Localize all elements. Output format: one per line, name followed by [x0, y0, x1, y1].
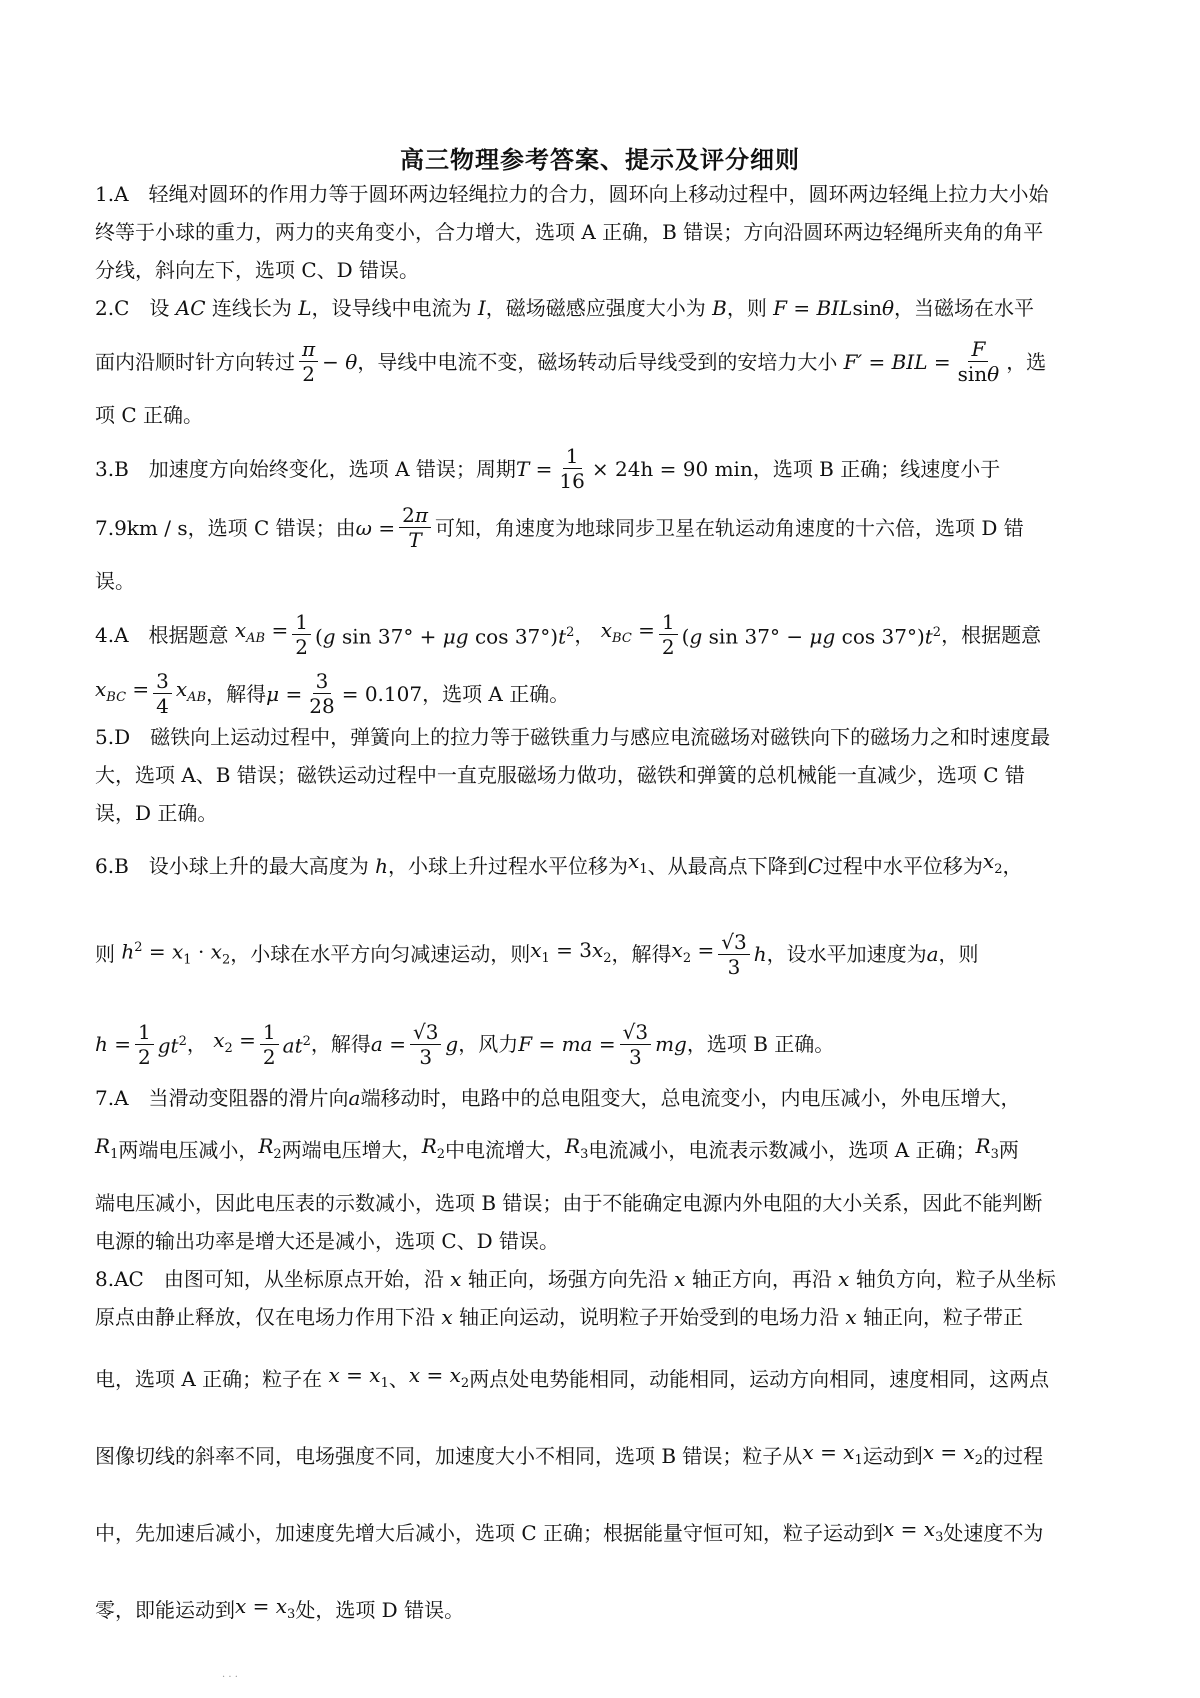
fraction: $\frac{1}{2}$	[260, 1020, 279, 1069]
fraction: $\frac{2\pi}{T}$	[399, 503, 431, 552]
fraction: $\frac{√3}{3}$	[410, 1020, 441, 1069]
answer-7	[95, 1079, 1110, 1260]
formula: $gt^2$	[157, 1033, 187, 1058]
formula: (g sin 37° − μg $\cos 37^\circ)t^2$	[681, 624, 942, 649]
answer-5	[95, 718, 1110, 832]
formula: $x_{BC}$ =	[95, 677, 150, 705]
answer-6-line-1: 6.B 设小球上升的最大高度为 h ，小球上升过程水平位移为 $x_1$ 、从最高点下降到 C 过程中水平位移为 $x_2$ ，	[95, 842, 1110, 889]
formula: B	[705, 296, 727, 320]
formula: $R_1$	[95, 1133, 119, 1162]
fraction: $\frac{1}{2}$	[659, 610, 678, 659]
formula: $x = x_1$	[802, 1439, 863, 1468]
answer-3-line-1: 3.B 加速度方向始终变化，选项 A 错误；周期 T = $\frac{1}{16}$ × 24h = 90 min ，选项 B 正确；线速度小于	[95, 444, 1001, 493]
answer-8-line-2: 原点由静止释放，仅在电场力作用下沿 x 轴正向运动，说明粒子开始受到的电场力沿 x 轴正向，粒子带正	[95, 1298, 1110, 1336]
answer-2-line-3: 项 C 正确。	[95, 403, 204, 427]
fraction: $\frac{1}{2}$	[292, 610, 311, 659]
answer-8-line-1: 8.AC 由图可知，从坐标原点开始，沿 x 轴正向，场强方向先沿 x 轴正方向，再沿 x 轴负方向，粒子从坐标	[95, 1260, 1110, 1298]
formula: I	[471, 296, 486, 320]
answer-7-line-4: 电源的输出功率是增大还是减小，选项 C、D 错误。	[95, 1228, 560, 1253]
answer-3	[95, 444, 1110, 600]
formula: h	[368, 853, 389, 878]
formula: x	[839, 1304, 863, 1329]
formula: g	[445, 1032, 459, 1057]
answer-4-line-1: 4.A 根据题意 $x_{AB}$ = $\frac{1}{2}$ (g sin 37° + μg $\cos 37^\circ)t^2$ ， $x_{BC}$ = $\frac{1}{2}$ (g sin 37° − μg $\cos 37^\circ)t^2$ ，根据题意	[95, 610, 1042, 659]
fraction: $\frac{3}{28}$	[309, 669, 335, 718]
formula: C	[807, 853, 823, 878]
fraction: $\frac{√3}{3}$	[718, 930, 749, 979]
formula: $x = x_1$	[322, 1362, 389, 1391]
formula: x	[443, 1266, 468, 1291]
answer-8-line-4: 图像切线的斜率不同，电场强度不同，加速度大小不相同，选项 B 错误；粒子从 $x = x_1$ 运动到 $x = x_2$ 的过程	[95, 1433, 1110, 1480]
formula: − θ	[322, 349, 358, 374]
formula: $R_3$	[565, 1133, 589, 1162]
answer-8-line-5: 中，先加速后减小，加速度先增大后减小，选项 C 正确；根据能量守恒可知，粒子运动到 $x = x_3$ 处速度不为	[95, 1510, 1110, 1557]
formula: $x_{AB}$	[175, 677, 207, 705]
fraction: $\frac{1}{2}$	[135, 1020, 154, 1069]
answer-6-line-3: h = $\frac{1}{2}$ $gt^2$ ， $x_2$ = $\frac{1}{2}$ $at^2$ ，解得 a = $\frac{√3}{3}$ g ，风力 F = ma = $\frac{√3}{3}$ mg ，选项 B 正确。	[95, 1019, 835, 1069]
formula: h =	[95, 1032, 132, 1057]
answer-3-line-2: 7.9km / s ，选项 C 错误；由 ω = $\frac{2\pi}{T}$ 可知，角速度为地球同步卫星在轨运动角速度的十六倍，选项 D 错	[95, 503, 1024, 552]
formula: $x = x_2$	[922, 1439, 984, 1468]
formula: L	[291, 296, 312, 320]
formula: F′ = BIL =	[837, 349, 951, 374]
answer-7-line-2: $R_1$ 两端电压减小， $R_2$ 两端电压增大， $R_2$ 中电流增大， $R_3$ 电流减小，电流表示数减小，选项 A 正确； $R_3$ 两	[95, 1127, 1110, 1174]
formula: F = ma =	[518, 1032, 616, 1057]
answer-5-line-1: 5.D 磁铁向上运动过程中，弹簧向上的拉力等于磁铁重力与感应电流磁场对磁铁向下的磁场力之和时速度最	[95, 725, 1051, 749]
answer-4-line-2: $x_{BC}$ = $\frac{3}{4}$ $x_{AB}$ ，解得 μ = $\frac{3}{28}$ = 0.107 ，选项 A 正确。	[95, 669, 570, 718]
fraction: $\frac{\pi}{2}$	[299, 337, 318, 386]
answer-6-line-2: 则 $h^2 = x_1 \cdot x_2$ ，小球在水平方向匀减速运动，则 $x_1 = 3x_2$ ，解得 $x_2$ = $\frac{√3}{3}$ h ，设水平加速度为 a ，则	[95, 929, 979, 979]
answer-3-line-3: 误。	[95, 569, 135, 593]
formula: $x = x_3$	[235, 1593, 296, 1622]
answer-6	[95, 842, 1110, 1069]
formula: = 0.107	[341, 681, 423, 706]
answer-1	[95, 175, 1110, 289]
formula: x	[667, 1266, 692, 1291]
answer-5-line-3: 误，D 正确。	[95, 801, 218, 825]
formula: ω =	[355, 515, 396, 540]
answer-2-line-1: 2.C 设 AC 连线长为 L ，设导线中电流为 I ，磁场磁感应强度大小为 B ，则 F = BILsinθ ，当磁场在水平	[95, 289, 1110, 327]
formula: $x_2$	[982, 849, 1003, 877]
fraction: $\frac{√3}{3}$	[620, 1020, 651, 1069]
formula: $R_2$	[258, 1133, 282, 1162]
fraction: $\frac{3}{4}$	[153, 669, 172, 718]
formula: $x = x_2$	[408, 1362, 470, 1391]
answer-5-line-2: 大，选项 A、B 错误；磁铁运动过程中一直克服磁场力做功，磁铁和弹簧的总机械能一直减少，选项 C 错	[95, 763, 1025, 787]
formula: $R_3$	[975, 1133, 999, 1162]
answer-8-line-6: 零，即能运动到 $x = x_3$ 处，选项 D 错误。	[95, 1587, 1110, 1634]
formula: (g sin 37° + μg $\cos 37^\circ)t^2$	[314, 624, 575, 649]
formula: a	[926, 942, 939, 967]
formula: h	[753, 942, 767, 967]
page-title: 高三物理参考答案、提示及评分细则	[400, 145, 800, 174]
formula: a	[348, 1085, 361, 1110]
formula: $x_2$ =	[671, 937, 715, 966]
formula: $x_{AB}$ =	[228, 618, 289, 646]
formula: $h^2 = x_1 \cdot x_2$	[115, 939, 231, 968]
formula: $x = x_3$	[883, 1516, 944, 1545]
scan-mark: · · ·	[222, 1672, 238, 1683]
answer-8	[95, 1260, 1110, 1634]
formula: x	[435, 1304, 459, 1329]
formula: $x_2$ =	[206, 1027, 256, 1056]
answer-content	[95, 175, 1110, 1634]
formula: $x_1$	[628, 849, 648, 877]
formula: x	[831, 1266, 856, 1291]
formula: $x_1 = 3x_2$	[530, 937, 612, 966]
answer-7-line-3: 端电压减小，因此电压表的示数减小，选项 B 错误；由于不能确定电源内外电阻的大小关系，因此不能判断	[95, 1190, 1043, 1215]
answer-2-line-2: 面内沿顺时针方向转过 $\frac{\pi}{2}$ − θ ，导线中电流不变，磁场转动后导线受到的安培力大小 F′ = BIL = $\frac{F}{\sin\theta}$ ，选	[95, 337, 1047, 386]
answer-1-line-1: 1.A 轻绳对圆环的作用力等于圆环两边轻绳拉力的合力，圆环向上移动过程中，圆环两边轻绳上拉力大小始	[95, 182, 1049, 206]
answer-1-line-2: 终等于小球的重力，两力的夹角变小，合力增大，选项 A 正确，B 错误；方向沿圆环两边轻绳所夹角的角平	[95, 220, 1044, 244]
answer-1-line-3: 分线，斜向左下，选项 C、D 错误。	[95, 258, 420, 282]
formula: mg	[655, 1032, 687, 1057]
formula: AC	[169, 296, 212, 320]
answer-7-line-1: 7.A 当滑动变阻器的滑片向 a 端移动时，电路中的总电阻变大，总电流变小，内电压减小，外电压增大，	[95, 1079, 1110, 1117]
formula: μ =	[266, 681, 303, 706]
answer-4	[95, 610, 1110, 718]
formula: T =	[515, 456, 553, 481]
formula: F = BILsinθ	[766, 296, 895, 320]
formula: $at^2$	[282, 1033, 311, 1058]
formula: × 24h = 90 min	[591, 456, 753, 481]
answer-2	[95, 289, 1110, 434]
formula: a =	[370, 1032, 406, 1057]
formula: $R_2$	[421, 1133, 446, 1162]
fraction: $\frac{1}{16}$	[559, 444, 585, 493]
answer-8-line-3: 电，选项 A 正确；粒子在 $x = x_1$ 、 $x = x_2$ 两点处电势能相同，动能相同，运动方向相同，速度相同，这两点	[95, 1356, 1110, 1403]
fraction: $\frac{F}{\sin\theta}$	[957, 337, 1000, 386]
formula: $x_{BC}$ =	[594, 618, 655, 646]
